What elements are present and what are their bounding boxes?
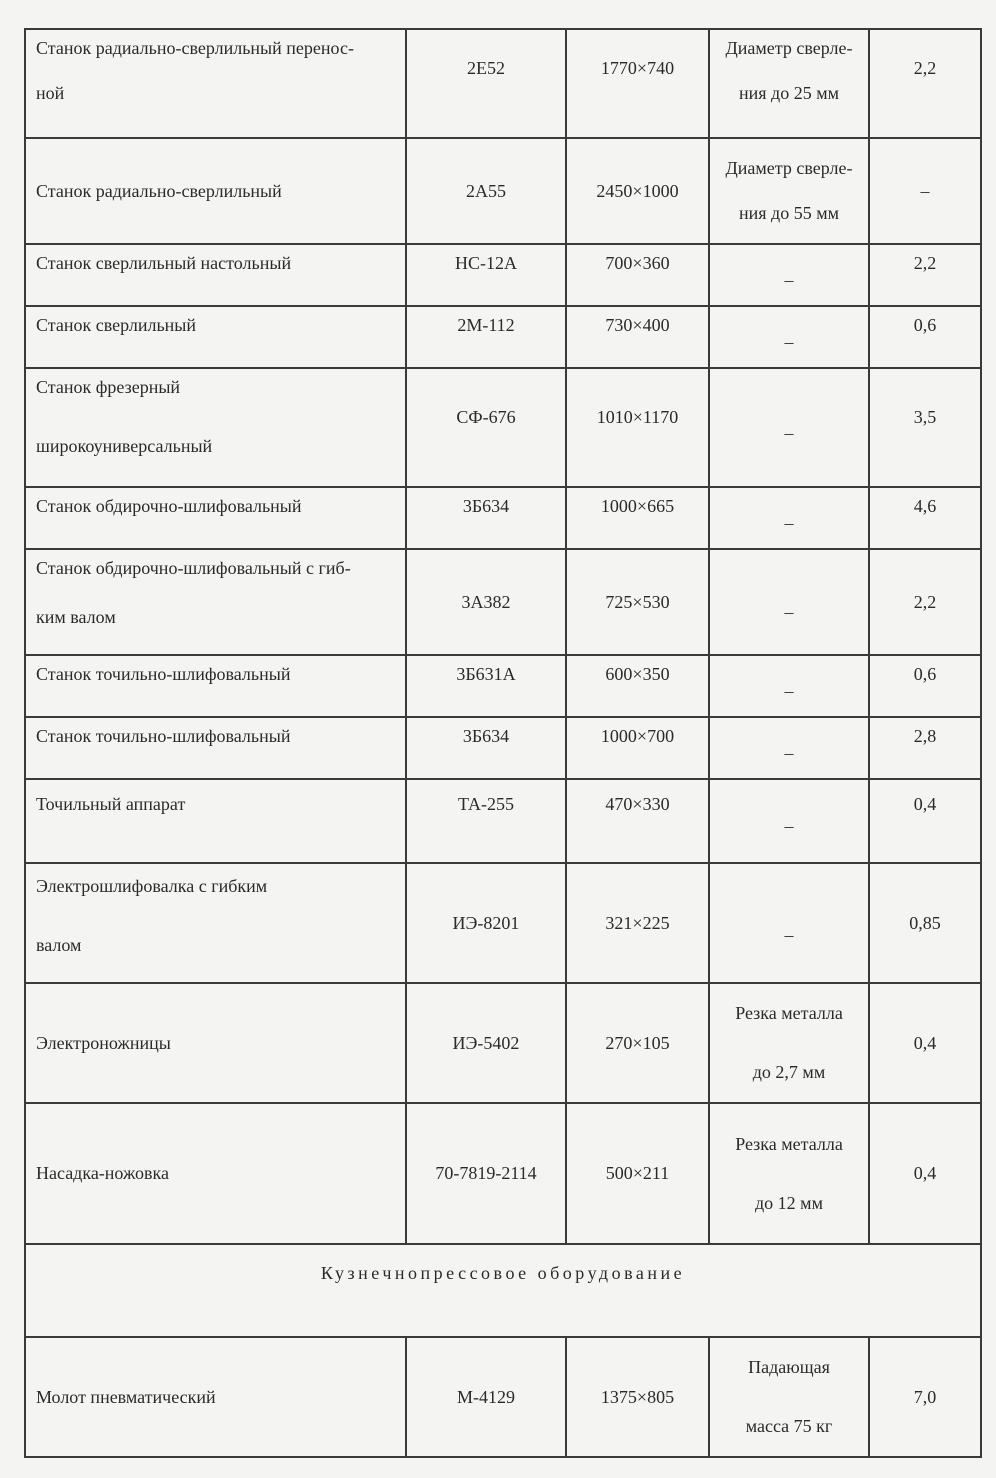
equipment-name-cell: Станок обдирочно-шлифовальный	[25, 487, 406, 549]
dimensions-cell: 1000×665	[566, 487, 709, 549]
dimensions-cell: 1010×1170	[566, 368, 709, 487]
tech-spec-cell: –	[709, 368, 869, 487]
tech-spec-cell: Резка металла до 12 мм	[709, 1103, 869, 1244]
equipment-name-cell: Станок сверлильный	[25, 306, 406, 368]
dimensions-cell: 600×350	[566, 655, 709, 717]
model-cell: ИЭ-8201	[406, 863, 566, 983]
dimensions-cell: 700×360	[566, 244, 709, 306]
dimensions-cell: 2450×1000	[566, 138, 709, 244]
table-row	[25, 368, 981, 487]
table-row	[25, 138, 981, 244]
tech-spec-cell: –	[709, 779, 869, 863]
tech-spec-cell: –	[709, 549, 869, 655]
equipment-name-cell: Электроножницы	[25, 983, 406, 1103]
power-cell: –	[869, 138, 981, 244]
equipment-name-cell: Станок точильно-шлифовальный	[25, 655, 406, 717]
equipment-name-cell: Насадка-ножовка	[25, 1103, 406, 1244]
model-cell: НС-12А	[406, 244, 566, 306]
power-cell: 0,4	[869, 983, 981, 1103]
equipment-name-cell: Станок сверлильный настольный	[25, 244, 406, 306]
tech-spec-cell: Падающая масса 75 кг	[709, 1337, 869, 1457]
equipment-name-cell: Станок точильно-шлифовальный	[25, 717, 406, 779]
power-cell: 2,2	[869, 549, 981, 655]
tech-spec-cell: –	[709, 655, 869, 717]
table-row	[25, 655, 981, 717]
tech-spec-cell: Диаметр сверле- ния до 55 мм	[709, 138, 869, 244]
equipment-name-cell: Электрошлифовалка с гибким валом	[25, 863, 406, 983]
dimensions-cell: 1000×700	[566, 717, 709, 779]
tech-spec-cell: Резка металла до 2,7 мм	[709, 983, 869, 1103]
model-cell: 70-7819-2114	[406, 1103, 566, 1244]
tech-spec-cell: –	[709, 306, 869, 368]
table-row	[25, 306, 981, 368]
equipment-name-cell: Станок радиально-сверлильный	[25, 138, 406, 244]
table-row	[25, 29, 981, 138]
model-cell: 3Б634	[406, 717, 566, 779]
model-cell: 2М-112	[406, 306, 566, 368]
dimensions-cell: 730×400	[566, 306, 709, 368]
dimensions-cell: 500×211	[566, 1103, 709, 1244]
tech-spec-cell: Диаметр сверле- ния до 25 мм	[709, 29, 869, 138]
model-cell: 3А382	[406, 549, 566, 655]
dimensions-cell: 470×330	[566, 779, 709, 863]
table-row	[25, 717, 981, 779]
dimensions-cell: 321×225	[566, 863, 709, 983]
equipment-name-cell: Точильный аппарат	[25, 779, 406, 863]
tech-spec-cell: –	[709, 487, 869, 549]
model-cell: 2Е52	[406, 29, 566, 138]
power-cell: 0,85	[869, 863, 981, 983]
table-row	[25, 244, 981, 306]
table-row	[25, 1337, 981, 1457]
table-row	[25, 487, 981, 549]
dimensions-cell: 1770×740	[566, 29, 709, 138]
model-cell: СФ-676	[406, 368, 566, 487]
tech-spec-cell: –	[709, 863, 869, 983]
dimensions-cell: 270×105	[566, 983, 709, 1103]
power-cell: 3,5	[869, 368, 981, 487]
section-header-row	[25, 1244, 981, 1337]
power-cell: 0,4	[869, 779, 981, 863]
model-cell: 2А55	[406, 138, 566, 244]
model-cell: 3Б634	[406, 487, 566, 549]
power-cell: 4,6	[869, 487, 981, 549]
section-title: Кузнечнопрессовое оборудование	[25, 1244, 981, 1337]
equipment-name-cell: Молот пневматический	[25, 1337, 406, 1457]
equipment-name-cell: Станок радиально-сверлильный перенос- ной	[25, 29, 406, 138]
equipment-table	[24, 28, 982, 1458]
model-cell: М-4129	[406, 1337, 566, 1457]
power-cell: 2,2	[869, 29, 981, 138]
power-cell: 0,4	[869, 1103, 981, 1244]
table-row	[25, 549, 981, 655]
power-cell: 7,0	[869, 1337, 981, 1457]
power-cell: 2,2	[869, 244, 981, 306]
table-row	[25, 983, 981, 1103]
power-cell: 0,6	[869, 306, 981, 368]
model-cell: 3Б631А	[406, 655, 566, 717]
equipment-name-cell: Станок фрезерный широкоуниверсальный	[25, 368, 406, 487]
dimensions-cell: 1375×805	[566, 1337, 709, 1457]
table-row	[25, 863, 981, 983]
tech-spec-cell: –	[709, 244, 869, 306]
power-cell: 0,6	[869, 655, 981, 717]
model-cell: ИЭ-5402	[406, 983, 566, 1103]
power-cell: 2,8	[869, 717, 981, 779]
model-cell: ТА-255	[406, 779, 566, 863]
table-row	[25, 1103, 981, 1244]
tech-spec-cell: –	[709, 717, 869, 779]
dimensions-cell: 725×530	[566, 549, 709, 655]
equipment-table-page	[24, 28, 980, 1458]
table-row	[25, 779, 981, 863]
equipment-name-cell: Станок обдирочно-шлифовальный с гиб- ким валом	[25, 549, 406, 655]
